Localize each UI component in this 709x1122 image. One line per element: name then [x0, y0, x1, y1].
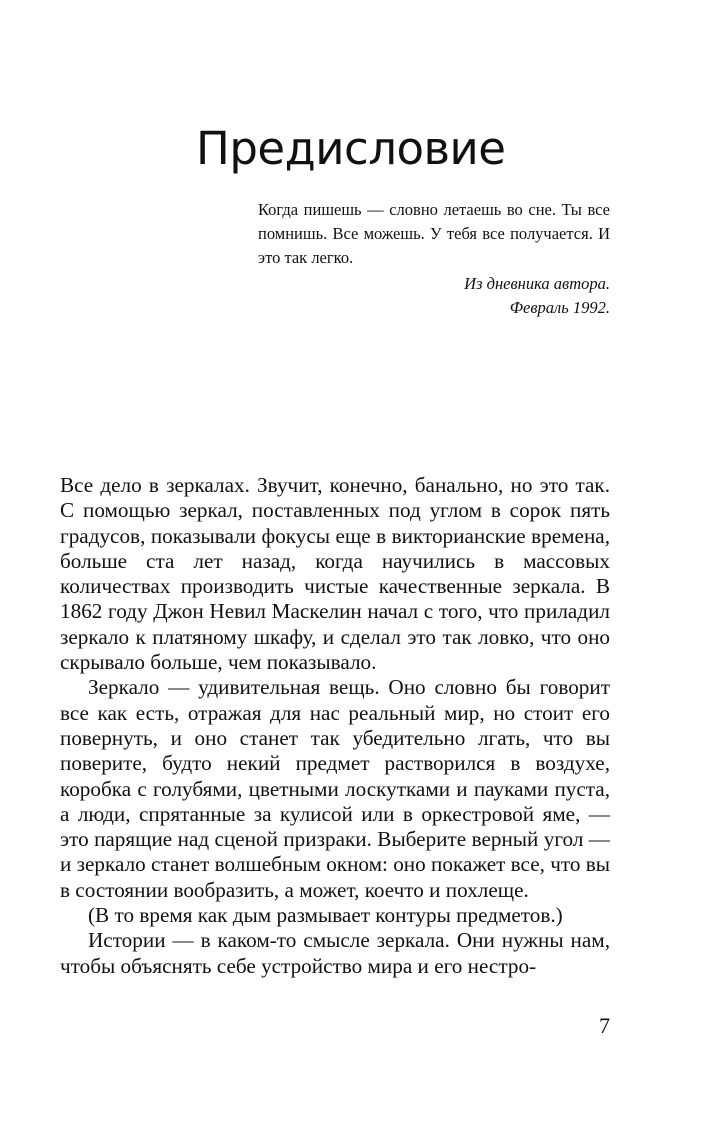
paragraph-1: Все дело в зеркалах. Звучит, конечно, банально, но это так. С помощью зеркал, поставленных под углом в сорок пять градусов, показывали фокусы еще в викторианские времена, больше ста лет назад, когда научились в массовых количествах производить чистые качественные зеркала. В 1862 году Джон Невил Маскелин начал с того, что приладил зеркало к платяному шкафу, и сделал это так ловко, что оно скрывало больше, чем показывало. — [60, 473, 610, 675]
epigraph — [258, 198, 610, 320]
chapter-title: Предисловие — [196, 122, 506, 175]
epigraph-source: Из дневника автора. — [464, 274, 610, 293]
paragraph-3: (В то время как дым размывает контуры предметов.) — [88, 903, 563, 928]
epigraph-text: Когда пишешь — словно летаешь во сне. Ты все помнишь. Все можешь. У тебя все получается. И это так легко. — [258, 200, 610, 267]
paragraph-4: Истории — в каком-то смысле зеркала. Они нужны нам, чтобы объяснять себе устройство мира и его нестро- — [60, 928, 610, 978]
body-text — [60, 473, 610, 979]
page-number: 7 — [599, 1013, 610, 1038]
paragraph-2: Зеркало — удивительная вещь. Оно словно бы говорит все как есть, отражая для нас реальный мир, но стоит его повернуть, и оно станет так убедительно лгать, что вы поверите, будто некий предмет растворился в воздухе, коробка с голубями, цветными лоскутками и пауками пуста, а люди, спрятанные за кулисой или в оркестровой яме, — это парящие над сценой призраки. Выберите верный угол — и зеркало станет волшебным окном: оно покажет все, что вы в состоянии вообразить, а может, коечто и похлеще. — [60, 675, 610, 902]
epigraph-date: Февраль 1992. — [509, 298, 610, 317]
